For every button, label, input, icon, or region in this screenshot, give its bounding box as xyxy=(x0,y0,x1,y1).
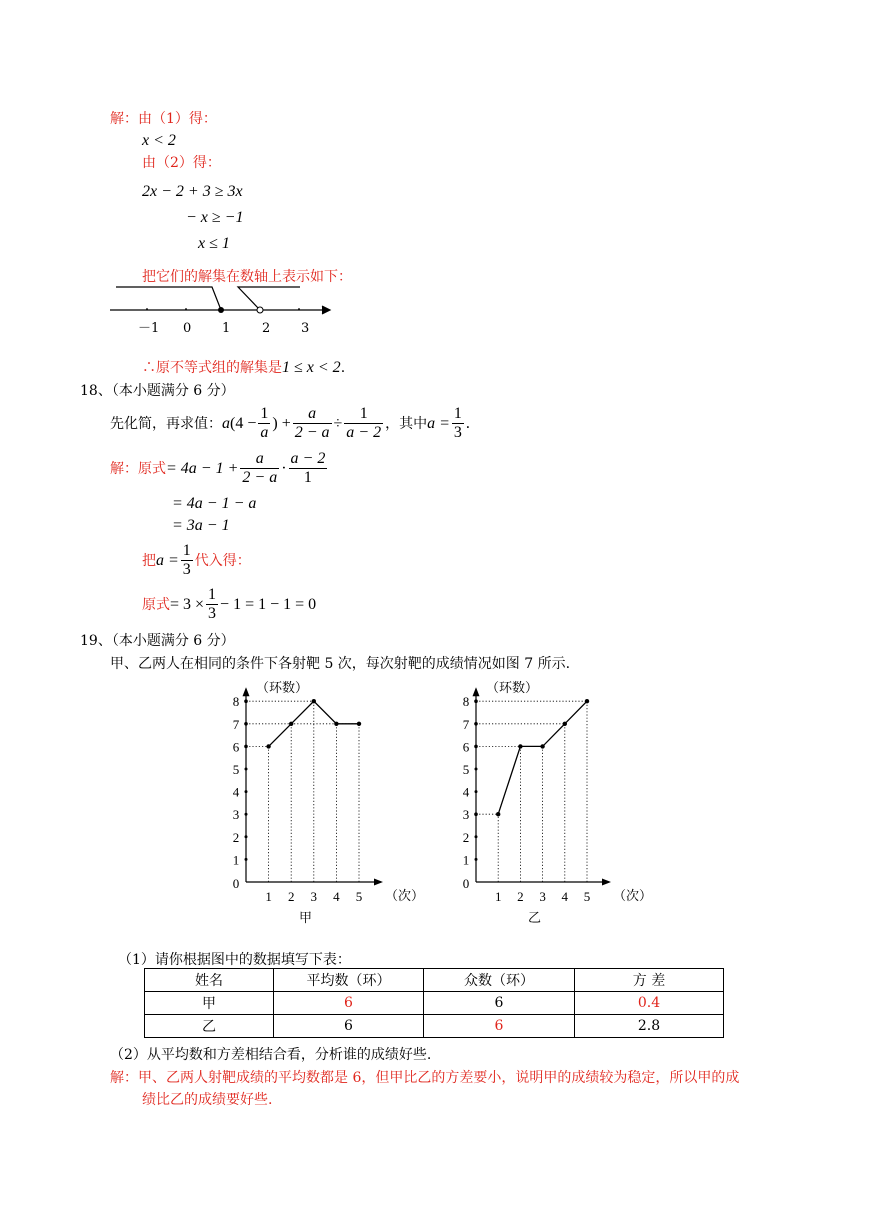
q19-answer-line-1: 解：甲、乙两人射靶成绩的平均数都是 6，但甲比乙的方差要小，说明甲的成绩较为稳定，所以甲的成 xyxy=(110,1070,740,1086)
y-value-dot xyxy=(474,722,478,726)
solution-ray-lt2 xyxy=(238,287,300,310)
q19-part2: （2）从平均数和方差相结合看，分析谁的成绩好些. xyxy=(110,1047,432,1063)
sol17-result-1: x < 2 xyxy=(142,132,176,149)
y-tick-label: 4 xyxy=(462,784,470,800)
y-tick-mark xyxy=(475,722,478,725)
table-header-cell: 方 差 xyxy=(575,969,724,992)
y-tick-label: 7 xyxy=(232,716,240,732)
sol18-substitute: 把 a = $\frac{1}{3}$ 代入得： xyxy=(142,542,251,579)
y-tick-mark xyxy=(245,700,248,703)
y-tick-label: 8 xyxy=(462,694,470,710)
y-tick-mark xyxy=(245,790,248,793)
fraction: $\frac{a}{2 - a}$ xyxy=(242,450,278,487)
axis-tick-label: 2 xyxy=(262,321,271,336)
table-row xyxy=(145,1015,724,1038)
x-tick-label: 3 xyxy=(539,889,546,904)
sol18-final: 原式 = 3 × $\frac{1}{3}$ − 1 = 1 − 1 = 0 xyxy=(142,586,317,623)
y-value-dot xyxy=(474,812,478,816)
y-tick-mark xyxy=(475,813,478,816)
results-table xyxy=(144,968,724,1038)
y-tick-label: 5 xyxy=(462,762,470,777)
y-value-dot xyxy=(244,745,248,749)
x-tick-label: 1 xyxy=(265,889,272,904)
y-axis-arrow xyxy=(243,687,250,696)
sol17-intro-1: 解：由（1）得： xyxy=(110,111,217,127)
chart-title: 乙 xyxy=(527,911,542,926)
series-line xyxy=(269,701,359,746)
data-point xyxy=(289,722,293,726)
y-tick-label: 6 xyxy=(462,739,470,755)
table-header-cell: 众数（环） xyxy=(424,969,575,992)
q19-header: 19、（本小题满分 6 分） xyxy=(80,633,235,649)
q18-header: 18、（本小题满分 6 分） xyxy=(80,383,235,399)
data-point xyxy=(357,722,361,726)
axis-tick-label: 0 xyxy=(183,321,192,336)
y-axis-label: （环数） xyxy=(256,681,309,697)
table-cell-mode: 6 xyxy=(424,992,575,1015)
number-line-arrow xyxy=(322,306,330,314)
data-point xyxy=(518,744,522,748)
sol18-step-2: = 4a − 1 − a xyxy=(172,495,257,512)
y-tick-label: 1 xyxy=(462,852,470,868)
y-tick-mark xyxy=(475,745,478,748)
table-cell-mean: 6 xyxy=(274,1015,424,1038)
x-tick-label: 3 xyxy=(310,889,318,904)
q19-answer-line-2: 绩比乙的成绩要好些. xyxy=(142,1092,273,1108)
x-axis-label: （次） xyxy=(613,889,653,904)
y-value-dot xyxy=(244,699,248,703)
table-cell-name: 甲 xyxy=(145,992,274,1015)
fraction: $\frac{1}{a - 2}$ xyxy=(346,405,382,442)
sol17-intro-2: 由（2）得： xyxy=(142,155,221,171)
data-point xyxy=(540,744,544,748)
x-axis-label: （次） xyxy=(385,889,425,904)
y-tick-label: 0 xyxy=(232,876,240,891)
q18-prompt: 先化简，再求值： a (4 − $\frac{1}{a}$ ) + $\frac{a}{2 - a}$ ÷ $\frac{1}{a - 2}$ ，其中 a = $\frac{1}{3}$ . xyxy=(110,405,470,442)
y-tick-label: 4 xyxy=(232,784,240,800)
series-line xyxy=(498,701,587,814)
q19-part1: （1）请你根据图中的数据填写下表： xyxy=(118,952,351,968)
closed-point-1 xyxy=(218,307,224,313)
data-point xyxy=(312,699,316,703)
x-tick-label: 2 xyxy=(517,889,524,904)
y-value-dot xyxy=(244,722,248,726)
table-row xyxy=(145,992,724,1015)
y-tick-mark xyxy=(245,768,248,771)
y-tick-mark xyxy=(245,745,248,748)
axis-tick-label: 1 xyxy=(222,321,231,336)
fraction: $\frac{a - 2}{1}$ xyxy=(290,450,326,487)
x-tick-label: 4 xyxy=(561,889,569,904)
solution-ray-le1 xyxy=(116,287,221,310)
y-tick-label: 8 xyxy=(232,694,240,710)
fraction: $\frac{1}{3}$ xyxy=(453,405,462,442)
data-point xyxy=(585,699,589,703)
x-axis-arrow xyxy=(602,879,611,886)
tick-dot xyxy=(298,308,300,310)
table-cell-variance: 0.4 xyxy=(575,992,724,1015)
sol17-numberline-caption: 把它们的解集在数轴上表示如下： xyxy=(142,269,352,285)
y-tick-label: 3 xyxy=(462,807,470,823)
x-tick-label: 5 xyxy=(355,889,363,904)
y-tick-label: 3 xyxy=(232,807,240,823)
y-tick-mark xyxy=(475,768,478,771)
fraction: $\frac{1}{3}$ xyxy=(208,586,217,623)
tick-dot xyxy=(146,308,148,310)
y-tick-label: 2 xyxy=(232,829,240,845)
x-tick-label: 5 xyxy=(583,889,591,904)
y-tick-label: 0 xyxy=(462,876,470,891)
chart-title: 甲 xyxy=(298,911,313,926)
sol18-step-1: 解：原式 = 4a − 1 + $\frac{a}{2 - a}$ · $\frac{a - 2}{1}$ xyxy=(110,450,326,487)
axis-tick-label: －1 xyxy=(138,321,160,336)
table-header-row xyxy=(145,969,724,992)
y-tick-label: 1 xyxy=(232,852,240,868)
y-tick-mark xyxy=(245,858,248,861)
sol17-conclusion: ∴原不等式组的解集是1 ≤ x < 2. xyxy=(142,359,346,376)
tick-dot xyxy=(185,308,187,310)
table-cell-name: 乙 xyxy=(145,1015,274,1038)
y-tick-mark xyxy=(475,858,478,861)
y-tick-label: 2 xyxy=(462,829,470,845)
open-point-2 xyxy=(257,307,263,313)
sol17-step-1: 2x − 2 + 3 ≥ 3x xyxy=(142,183,243,200)
y-tick-mark xyxy=(245,722,248,725)
data-point xyxy=(266,744,270,748)
y-tick-label: 5 xyxy=(232,762,240,777)
table-header-cell: 姓名 xyxy=(145,969,274,992)
y-tick-mark xyxy=(475,700,478,703)
y-tick-mark xyxy=(475,790,478,793)
y-value-dot xyxy=(474,745,478,749)
data-point xyxy=(496,812,500,816)
fraction: $\frac{1}{3}$ xyxy=(182,542,191,579)
y-tick-mark xyxy=(245,813,248,816)
y-axis-label: （环数） xyxy=(486,681,539,697)
axis-tick-label: 3 xyxy=(301,321,310,336)
y-tick-label: 6 xyxy=(232,739,240,755)
x-tick-label: 1 xyxy=(494,889,502,904)
y-tick-label: 7 xyxy=(462,716,470,732)
sol18-step-3: = 3a − 1 xyxy=(172,517,230,534)
q19-prompt: 甲、乙两人在相同的条件下各射靶 5 次，每次射靶的成绩情况如图 7 所示. xyxy=(110,656,571,672)
data-point xyxy=(334,722,338,726)
x-tick-label: 2 xyxy=(287,889,295,904)
x-tick-label: 4 xyxy=(333,889,340,904)
y-tick-mark xyxy=(475,835,478,838)
y-tick-mark xyxy=(245,835,248,838)
fraction: $\frac{a}{2 - a}$ xyxy=(294,405,330,442)
table-cell-variance: 2.8 xyxy=(575,1015,724,1038)
data-point xyxy=(563,722,567,726)
table-cell-mode: 6 xyxy=(424,1015,575,1038)
fraction: $\frac{1}{a}$ xyxy=(260,405,269,442)
sol17-step-3: x ≤ 1 xyxy=(198,235,230,252)
x-axis-arrow xyxy=(374,879,383,886)
table-cell-mean: 6 xyxy=(274,992,424,1015)
y-value-dot xyxy=(474,699,478,703)
y-axis-arrow xyxy=(473,687,480,696)
sol17-step-2: − x ≥ −1 xyxy=(186,209,244,226)
table-header-cell: 平均数（环） xyxy=(274,969,424,992)
